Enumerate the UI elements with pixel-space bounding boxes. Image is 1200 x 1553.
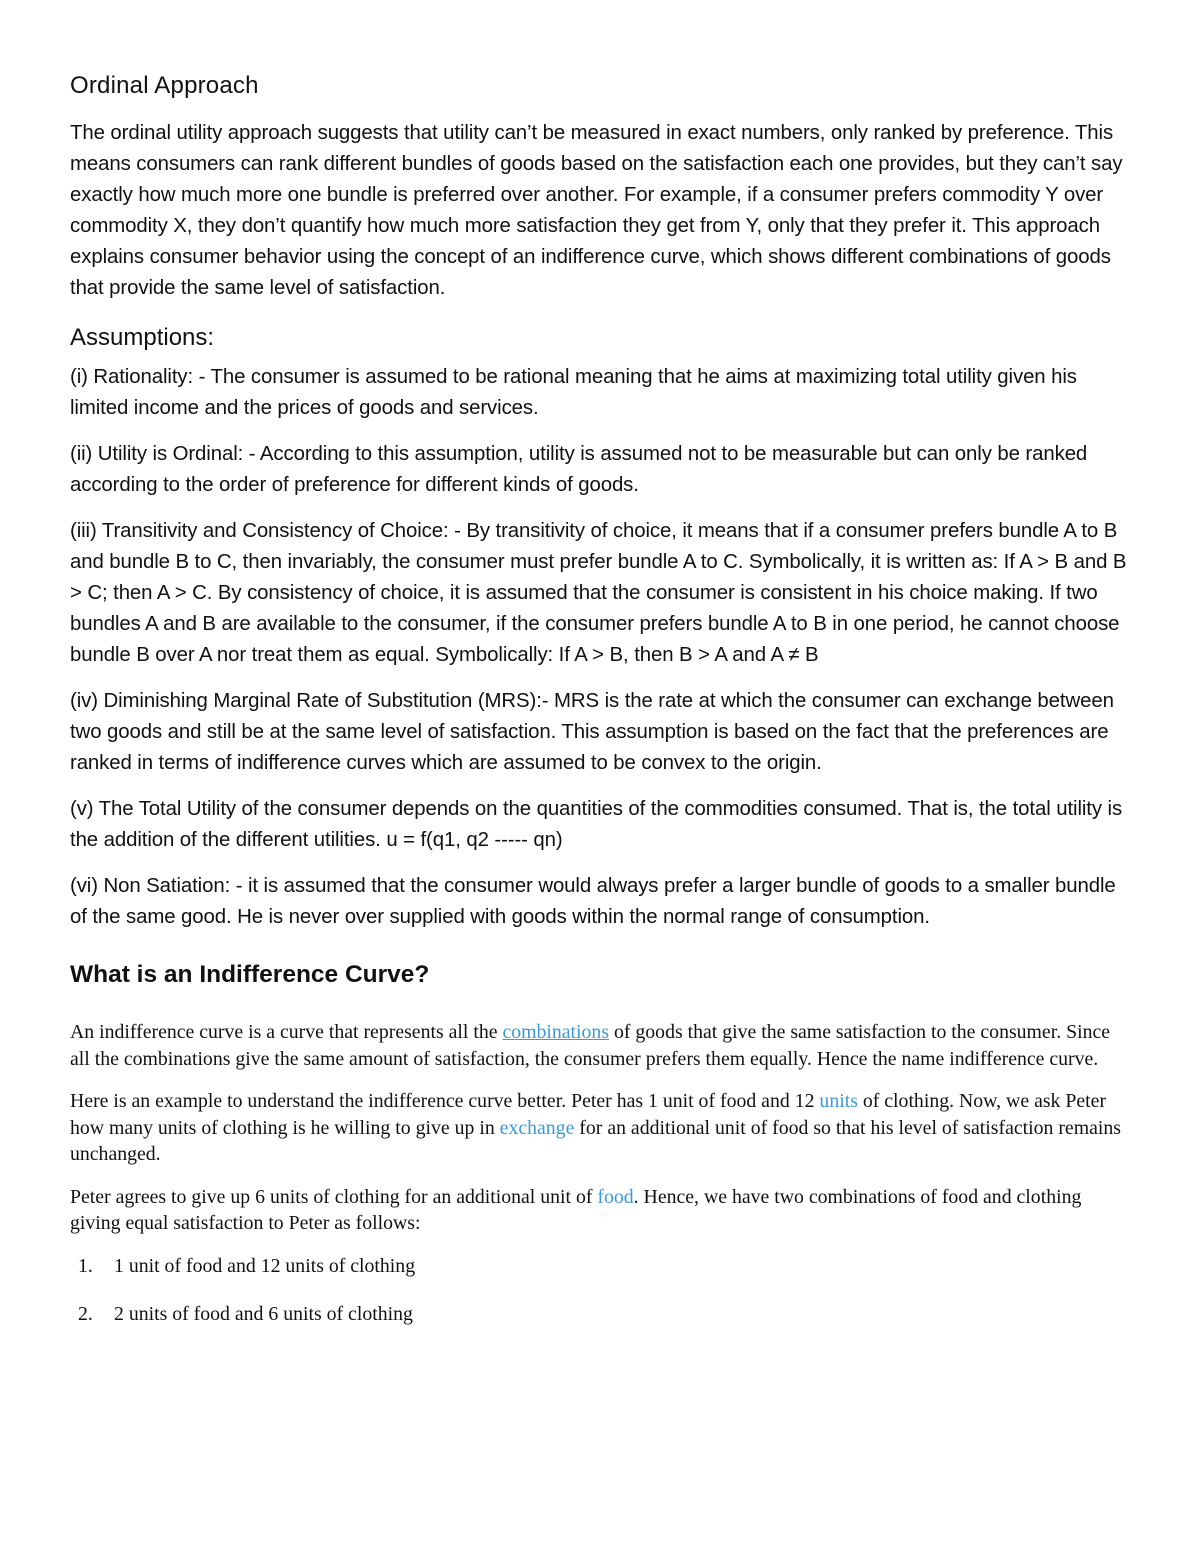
list-item xyxy=(70,1253,1130,1279)
peter-example-paragraph xyxy=(70,1088,1130,1168)
text-span: An indifference curve is a curve that represents all the xyxy=(70,1021,503,1043)
indifference-definition-paragraph xyxy=(70,1019,1130,1072)
indifference-curve-heading: What is an Indifference Curve? xyxy=(70,961,430,988)
assumption-utility-ordinal: (ii) Utility is Ordinal: - According to this assumption, utility is assumed not to be measurable but can only be ranked according to the order of preference for different kinds of goods. xyxy=(70,443,1088,496)
food-link[interactable]: food xyxy=(597,1185,634,1208)
text-span: Peter agrees to give up 6 units of clothing for an additional unit of xyxy=(70,1185,598,1208)
assumption-rationality: (i) Rationality: - The consumer is assumed to be rational meaning that he aims at maximizing total utility given his limited income and the prices of goods and services. xyxy=(70,366,1077,419)
list-text: 2 units of food and 6 units of clothing xyxy=(114,1302,413,1325)
list-item xyxy=(70,1301,1130,1327)
list-number: 2. xyxy=(78,1302,93,1325)
document-page xyxy=(70,72,1130,1349)
list-text: 1 unit of food and 12 units of clothing xyxy=(114,1254,416,1277)
text-span: for an additional unit of food so that his level of satisfaction remains unchanged. xyxy=(70,1116,1121,1165)
combinations-link[interactable]: combinations xyxy=(502,1021,610,1043)
exchange-link[interactable]: exchange xyxy=(499,1116,575,1139)
assumptions-list xyxy=(70,362,1130,933)
text-span: of goods that give the same satisfaction to the consumer. Since all the combinations give the same amount of satisfaction, the consumer prefers them equally. Hence the name indifference curve. xyxy=(70,1021,1111,1070)
list-number: 1. xyxy=(78,1254,93,1277)
ordinal-approach-heading: Ordinal Approach xyxy=(70,72,259,99)
assumption-diminishing-mrs: (iv) Diminishing Marginal Rate of Substitution (MRS):- MRS is the rate at which the consumer can exchange between two goods and still be at the same level of satisfaction. This assumption is based on the fact that the preferences are ranked in terms of indifference curves which are assumed to be convex to the origin. xyxy=(70,690,1114,774)
ordinal-approach-paragraph: The ordinal utility approach suggests that utility can’t be measured in exact numbers, only ranked by preference. This means consumers can rank different bundles of goods based on the satisfaction each one provides, but they can’t say exactly how much more one bundle is preferred over another. For example, if a consumer prefers commodity Y over commodity X, they don’t quantify how much more satisfaction they get from Y, only that they prefer it. This approach explains consumer behavior using the concept of an indifference curve, which shows different combinations of goods that provide the same level of satisfaction. xyxy=(70,122,1123,299)
combinations-list xyxy=(70,1253,1130,1327)
assumption-non-satiation: (vi) Non Satiation: - it is assumed that the consumer would always prefer a larger bundle of goods to a smaller bundle of the same good. He is never over supplied with goods within the normal range of consumption. xyxy=(70,875,1116,928)
peter-agrees-paragraph xyxy=(70,1184,1130,1237)
text-span: Here is an example to understand the indifference curve better. Peter has 1 unit of food and 12 xyxy=(70,1090,820,1112)
assumption-transitivity: (iii) Transitivity and Consistency of Choice: - By transitivity of choice, it means that if a consumer prefers bundle A to B and bundle B to C, then invariably, the consumer must prefer bundle A to C. Symbolically, it is written as: If A > B and B > C; then A > C. By consistency of choice, it is assumed that the consumer is consistent in his choice making. If two bundles A and B are available to the consumer, if the consumer prefers bundle A to B in one period, he cannot choose bundle B over A nor treat them as equal. Symbolically: If A > B, then B > A and A ≠ B xyxy=(70,520,1127,666)
assumptions-heading: Assumptions: xyxy=(70,324,215,351)
assumption-total-utility: (v) The Total Utility of the consumer depends on the quantities of the commodities consumed. That is, the total utility is the addition of the different utilities. u = f(q1, q2 ----- qn) xyxy=(70,798,1123,851)
units-link[interactable]: units xyxy=(819,1090,858,1112)
text-span: . Hence, we have two combinations of food and clothing giving equal satisfaction to Peter as follows: xyxy=(70,1185,1082,1234)
text-span: of clothing. Now, we ask Peter how many units of clothing is he willing to give up in xyxy=(70,1090,1107,1139)
